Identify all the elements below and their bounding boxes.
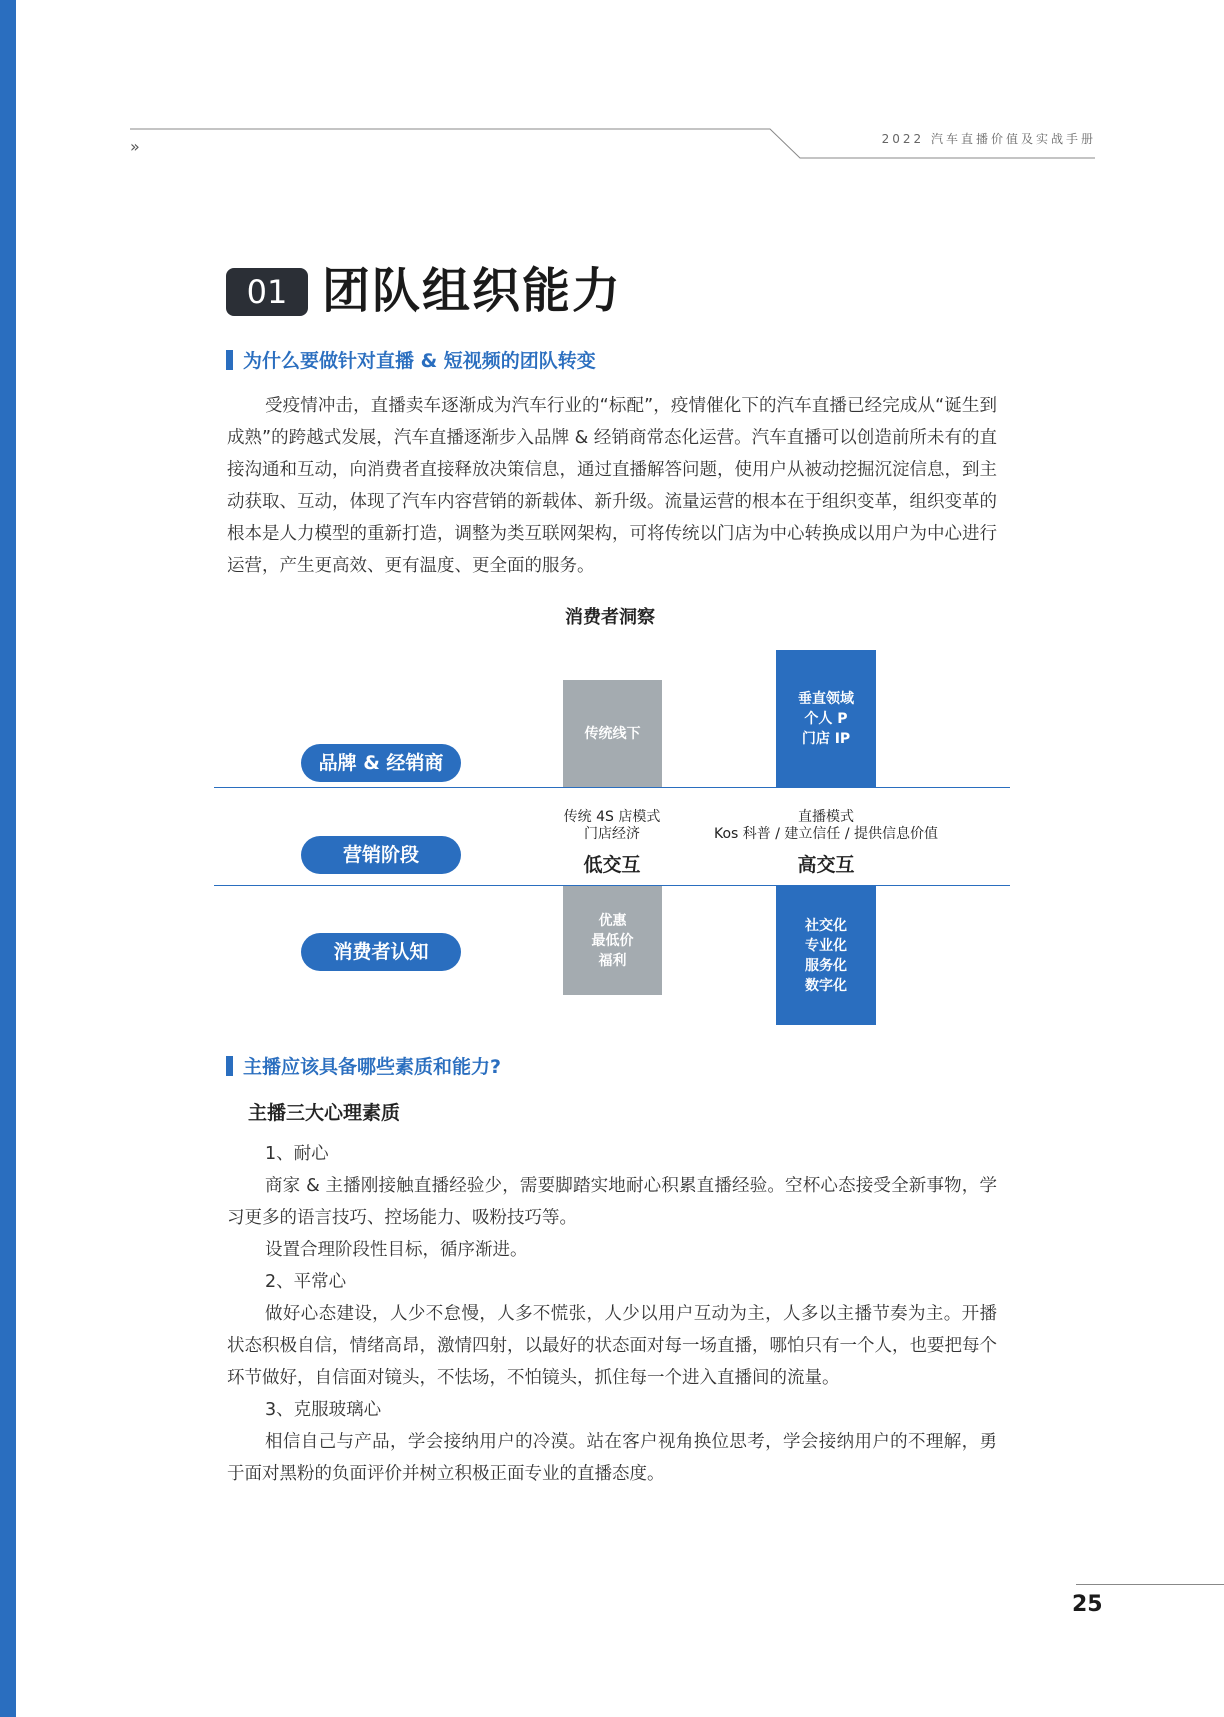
section-heading-1 xyxy=(226,348,596,374)
list-item: 商家 & 主播刚接触直播经验少，需要脚踏实地耐心积累直播经验。空杯心态接受全新事物，学习更多的语言技巧、控场能力、吸粉技巧等。 xyxy=(227,1176,997,1228)
left-bottom-line: 最低价 xyxy=(591,932,634,949)
right-bottom-line: 专业化 xyxy=(805,937,847,954)
left-accent-bar xyxy=(0,0,16,1717)
header-rule xyxy=(0,0,1224,200)
list-item: 3、克服玻璃心 xyxy=(265,1400,382,1420)
intro-paragraph xyxy=(227,390,997,582)
page-number: 25 xyxy=(1072,1592,1103,1617)
left-interaction-level: 低交互 xyxy=(583,854,641,876)
right-mid-label xyxy=(700,809,952,843)
right-bottom-line: 数字化 xyxy=(805,977,847,994)
right-top-box xyxy=(776,650,876,787)
right-top-line: 个人 P xyxy=(804,710,848,727)
heading-bar-icon xyxy=(226,1056,233,1076)
list-item: 1、耐心 xyxy=(265,1144,329,1164)
header-arrows-icon: » xyxy=(130,137,138,156)
qualities-list xyxy=(227,1138,997,1490)
list-item: 做好心态建设，人少不怠慢，人多不慌张，人少以用户互动为主，人多以主播节奏为主。开播状态积极自信，情绪高昂，激情四射，以最好的状态面对每一场直播，哪怕只有一个人，也要把每个环节做好，自信面对镜头，不怯场，不怕镜头，抓住每一个进入直播间的流量。 xyxy=(227,1304,997,1388)
page-number-rule xyxy=(1076,1584,1224,1585)
heading-bar-icon xyxy=(226,350,233,370)
divider-line-top xyxy=(214,787,1010,788)
left-mid-label xyxy=(532,809,692,843)
left-bottom-line: 优惠 xyxy=(598,912,627,929)
right-bottom-box xyxy=(776,886,876,1025)
list-item: 2、平常心 xyxy=(265,1272,347,1292)
diagram-title: 消费者洞察 xyxy=(565,607,655,628)
left-mid-label-1: 传统 4S 店模式 xyxy=(563,809,661,825)
list-item: 相信自己与产品，学会接纳用户的冷漠。站在客户视角换位思考，学会接纳用户的不理解，勇于面对黑粉的负面评价并树立积极正面专业的直播态度。 xyxy=(227,1432,997,1484)
subsection-title: 主播三大心理素质 xyxy=(248,1102,401,1124)
row-label-marketing-stage: 营销阶段 xyxy=(301,836,461,874)
intro-paragraph-text: 受疫情冲击，直播卖车逐渐成为汽车行业的“标配”，疫情催化下的汽车直播已经完成从“诞生到成熟”的跨越式发展，汽车直播逐渐步入品牌 & 经销商常态化运营。汽车直播可以创造前所未有的直接沟通和互动，向消费者直接释放决策信息，通过直播解答问题，使用户从被动挖掘沉淀信息，到主动获取、互动，体现了汽车内容营销的新载体、新升级。流量运营的根本在于组织变革，组织变革的根本是人力模型的重新打造，调整为类互联网架构，可将传统以门店为中心转换成以用户为中心进行运营，产生更高效、更有温度、更全面的服务。 xyxy=(227,396,997,576)
right-interaction-level: 高交互 xyxy=(797,854,855,876)
right-bottom-line: 社交化 xyxy=(805,917,847,934)
section-heading-2 xyxy=(226,1054,501,1080)
left-mid-label-2: 门店经济 xyxy=(584,826,640,842)
section-heading-2-text: 主播应该具备哪些素质和能力? xyxy=(243,1056,502,1078)
right-mid-label-1: 直播模式 xyxy=(798,809,854,825)
left-bottom-line: 福利 xyxy=(598,952,627,969)
right-mid-label-2: Kos 科普 / 建立信任 / 提供信息价值 xyxy=(713,826,939,842)
left-bottom-box xyxy=(563,886,662,995)
right-top-line: 垂直领域 xyxy=(798,690,854,707)
row-label-brand: 品牌 & 经销商 xyxy=(301,744,461,782)
row-label-consumer-cognition: 消费者认知 xyxy=(301,933,461,971)
section-heading-1-text: 为什么要做针对直播 & 短视频的团队转变 xyxy=(243,350,596,372)
page-title: 团队组织能力 xyxy=(322,263,623,319)
left-top-box xyxy=(563,680,662,787)
list-item: 设置合理阶段性目标，循序渐进。 xyxy=(265,1240,528,1260)
right-bottom-line: 服务化 xyxy=(805,957,847,974)
header-title: 2022 汽车直播价值及实战手册 xyxy=(881,132,1096,146)
right-top-line: 门店 IP xyxy=(801,730,851,747)
section-number-badge: 01 xyxy=(226,268,308,316)
left-top-box-text: 传统线下 xyxy=(584,725,641,742)
